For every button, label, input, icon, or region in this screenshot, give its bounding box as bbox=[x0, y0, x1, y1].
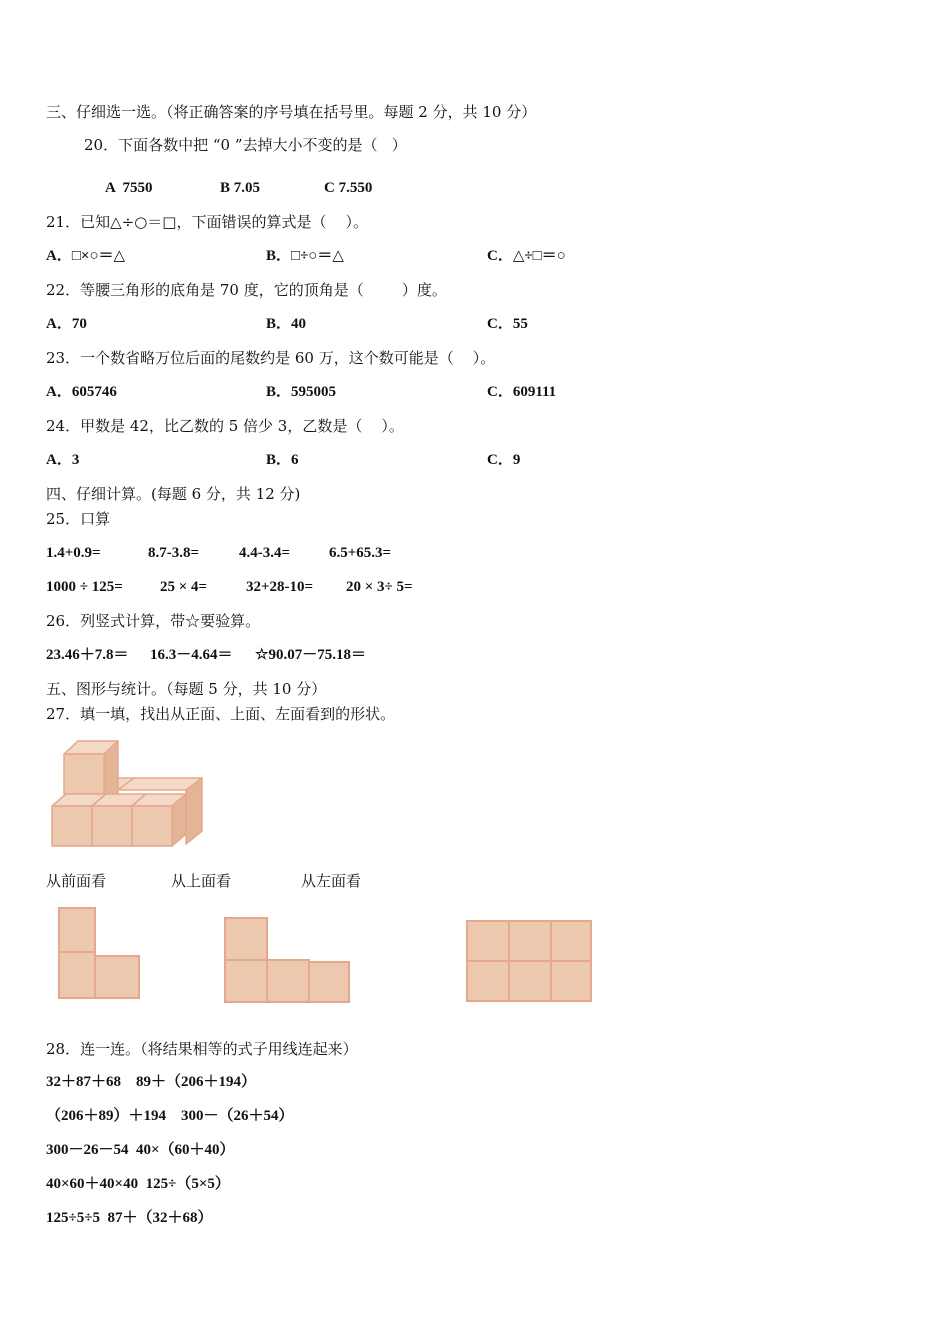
q28-stem: 28．连一连。（将结果相等的式子用线连起来） bbox=[46, 1040, 358, 1058]
q22-option-a: A．70 bbox=[46, 316, 87, 332]
q28-row: 40×60＋40×40 125÷（5×5） bbox=[46, 1176, 230, 1192]
q23-option-a: A．605746 bbox=[46, 384, 117, 400]
q28-row: 32＋87＋68 89＋（206＋194） bbox=[46, 1074, 257, 1090]
section4-heading: 四、仔细计算。(每题 6 分，共 12 分) bbox=[46, 485, 301, 503]
view-square bbox=[94, 955, 140, 999]
q26-stem: 26．列竖式计算，带☆要验算。 bbox=[46, 612, 261, 630]
q20-option-c: C 7.550 bbox=[324, 180, 373, 196]
view-square bbox=[550, 920, 592, 962]
q25-row2-item: 32+28-10= bbox=[246, 579, 314, 595]
q24-option-c: C．9 bbox=[487, 452, 521, 468]
q23-option-b: B．595005 bbox=[266, 384, 337, 400]
q25-stem: 25．口算 bbox=[46, 510, 111, 528]
q24-option-b: B．6 bbox=[266, 452, 299, 468]
view-square bbox=[308, 961, 350, 1003]
q20-option-b: B 7.05 bbox=[220, 180, 261, 196]
q22-option-c: C．55 bbox=[487, 316, 528, 332]
view-label-left: 从左面看 bbox=[301, 872, 362, 890]
q25-row1-item: 4.4-3.4= bbox=[239, 545, 291, 561]
section5-heading: 五、图形与统计。（每题 5 分，共 10 分） bbox=[46, 680, 327, 698]
view-square bbox=[58, 951, 96, 999]
q20-option-a: A 7550 bbox=[105, 180, 153, 196]
view-label-top: 从上面看 bbox=[171, 872, 232, 890]
q21-option-a: A．□×○＝△ bbox=[46, 248, 126, 264]
q28-row: （206＋89）＋194 300－（26＋54） bbox=[46, 1108, 294, 1124]
view-figure-3 bbox=[466, 920, 594, 1004]
q28-row: 300－26－54 40×（60＋40） bbox=[46, 1142, 235, 1158]
view-square bbox=[508, 920, 552, 962]
q28-row: 125÷5÷5 87＋（32＋68） bbox=[46, 1210, 213, 1226]
q21-option-c: C．△÷□＝○ bbox=[487, 248, 566, 264]
view-label-front: 从前面看 bbox=[46, 872, 107, 890]
q23-option-c: C．609111 bbox=[487, 384, 557, 400]
view-square bbox=[466, 960, 510, 1002]
q26-item: 16.3－4.64＝ bbox=[150, 647, 233, 663]
q20-stem: 20．下面各数中把 “0 ”去掉大小不变的是（ ） bbox=[84, 136, 407, 154]
q25-row1-item: 6.5+65.3= bbox=[329, 545, 392, 561]
view-square bbox=[224, 917, 268, 961]
view-square bbox=[550, 960, 592, 1002]
q24-option-a: A．3 bbox=[46, 452, 80, 468]
q21-option-b: B．□÷○＝△ bbox=[266, 248, 344, 264]
q25-row2-item: 25 × 4= bbox=[160, 579, 208, 595]
q25-row2-item: 20 × 3÷ 5= bbox=[346, 579, 413, 595]
q27-stem: 27．填一填，找出从正面、上面、左面看到的形状。 bbox=[46, 705, 396, 723]
q22-option-b: B．40 bbox=[266, 316, 307, 332]
q25-row2-item: 1000 ÷ 125= bbox=[46, 579, 123, 595]
q24-stem: 24．甲数是 42，比乙数的 5 倍少 3，乙数是（ ）。 bbox=[46, 417, 404, 435]
view-square bbox=[224, 959, 268, 1003]
view-figure-1 bbox=[57, 907, 142, 1000]
view-figure-2 bbox=[222, 916, 352, 1004]
q22-stem: 22．等腰三角形的底角是 70 度，它的顶角是（ ）度。 bbox=[46, 281, 447, 299]
view-square bbox=[508, 960, 552, 1002]
view-square bbox=[466, 920, 510, 962]
q21-stem: 21．已知△÷○＝□，下面错误的算式是（ ）。 bbox=[46, 213, 369, 231]
view-square bbox=[58, 907, 96, 953]
view-square bbox=[266, 959, 310, 1003]
q23-stem: 23．一个数省略万位后面的尾数约是 60 万，这个数可能是（ ）。 bbox=[46, 349, 496, 367]
q25-row1-item: 1.4+0.9= bbox=[46, 545, 101, 561]
q26-item: ☆90.07－75.18＝ bbox=[255, 647, 366, 663]
q26-item: 23.46＋7.8＝ bbox=[46, 647, 129, 663]
section3-heading: 三、仔细选一选。（将正确答案的序号填在括号里。每题 2 分，共 10 分） bbox=[46, 103, 537, 121]
q25-row1-item: 8.7-3.8= bbox=[148, 545, 200, 561]
cube-stack-figure bbox=[46, 738, 206, 850]
